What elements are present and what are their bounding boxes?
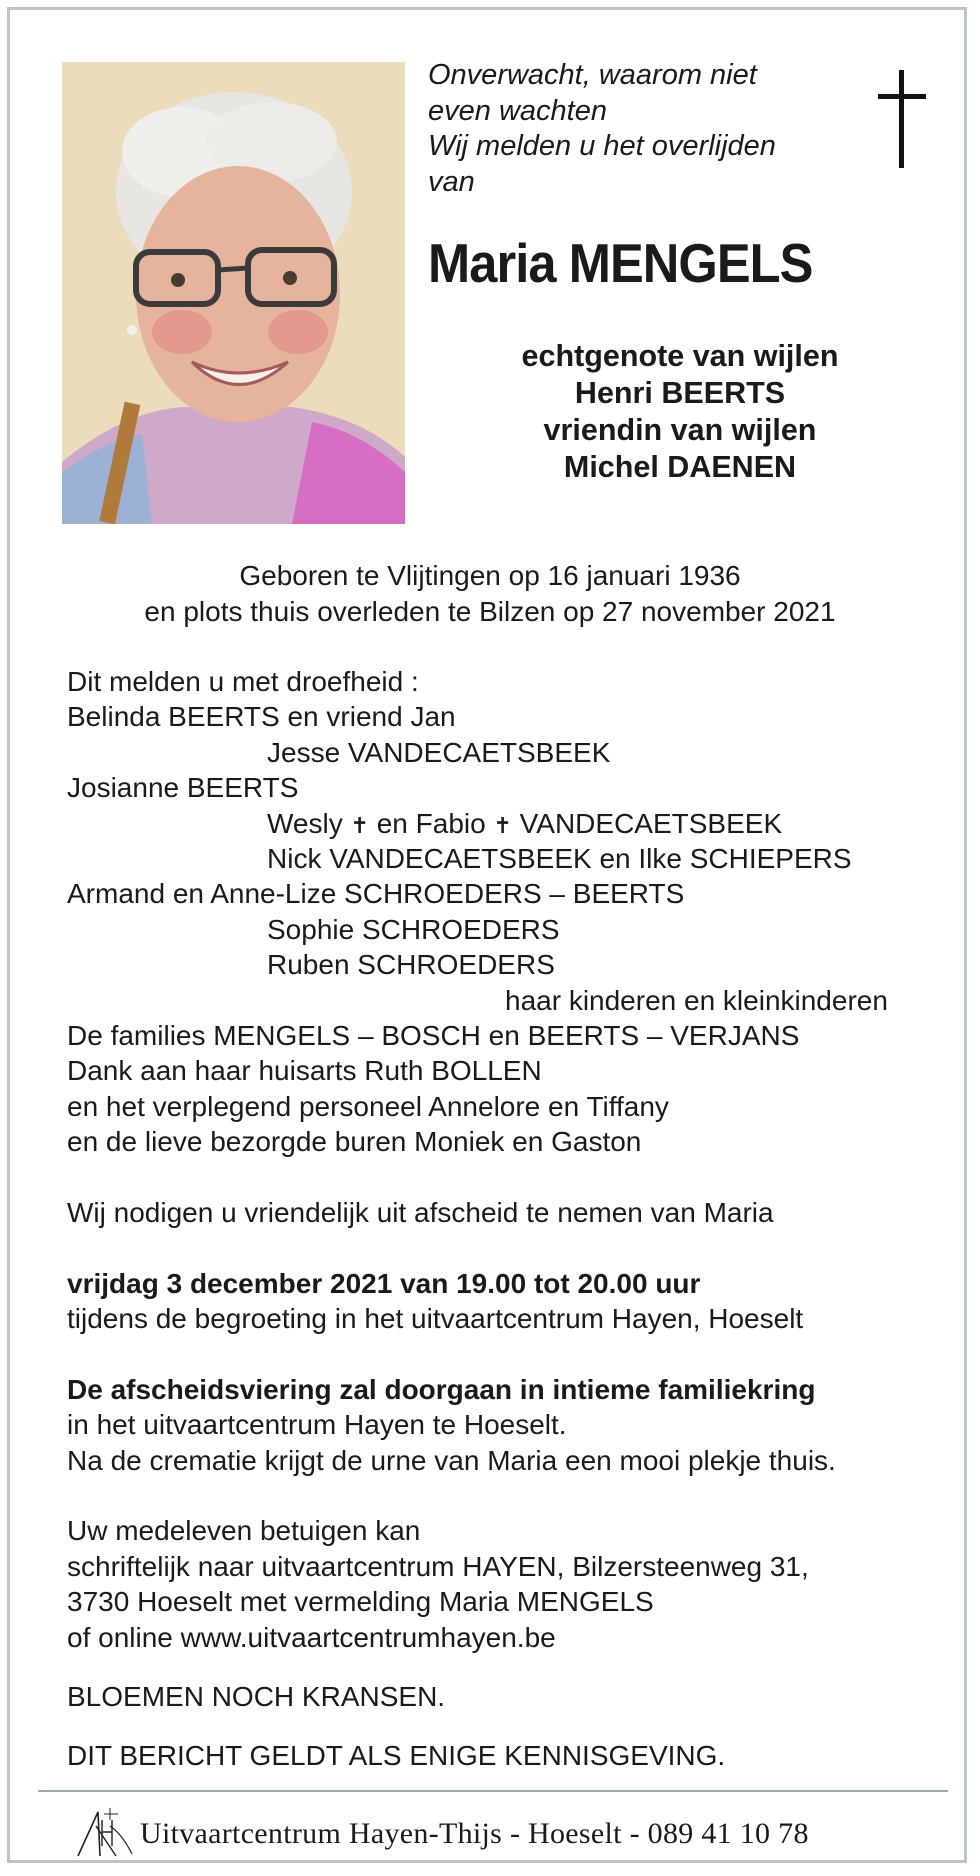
visit-time: vrijdag 3 december 2021 van 19.00 tot 20.00 uur xyxy=(67,1267,701,1299)
funeral-home-footer: Uitvaartcentrum Hayen-Thijs - Hoeselt - 089 41 10 78 xyxy=(140,1817,809,1850)
family-text: VANDECAETSBEEK xyxy=(511,807,783,839)
condolence-line: schriftelijk naar uitvaartcentrum HAYEN, Bilzersteenweg 31, xyxy=(67,1550,809,1582)
family-line: Ruben SCHROEDERS xyxy=(267,949,555,981)
family-line: Dank aan haar huisarts Ruth BOLLEN xyxy=(67,1055,542,1087)
footer-divider xyxy=(38,1790,948,1792)
family-text: en Fabio xyxy=(368,807,494,839)
intro-verse xyxy=(428,58,848,200)
intro-line: van xyxy=(428,165,475,198)
intro-line: even wachten xyxy=(428,94,607,127)
deceased-name: Maria MENGELS xyxy=(428,232,813,294)
condolence-line: 3730 Hoeselt met vermelding Maria MENGELS xyxy=(67,1586,654,1618)
family-line: en het verplegend personeel Annelore en Tiffany xyxy=(67,1090,669,1122)
family-line: Jesse VANDECAETSBEEK xyxy=(267,736,611,768)
flowers-notice: BLOEMEN NOCH KRANSEN. xyxy=(67,1680,446,1712)
family-line: Sophie SCHROEDERS xyxy=(267,913,560,945)
ceremony-line: Na de crematie krijgt de urne van Maria een mooi plekje thuis. xyxy=(67,1444,836,1476)
small-cross-icon: ✝ xyxy=(350,812,369,838)
family-line: Nick VANDECAETSBEEK en Ilke SCHIEPERS xyxy=(267,842,852,874)
visit-location: tijdens de begroeting in het uitvaartcentrum Hayen, Hoeselt xyxy=(67,1303,804,1335)
small-cross-icon: ✝ xyxy=(493,812,512,838)
death-line: en plots thuis overleden te Bilzen op 27 november 2021 xyxy=(144,595,836,627)
obituary-body xyxy=(67,664,947,1774)
intro-line: Onverwacht, waarom niet xyxy=(428,59,757,91)
condolence-line: Uw medeleven betuigen kan xyxy=(67,1515,421,1547)
family-text: Wesly xyxy=(267,807,351,839)
spouse-line: echtgenote van wijlen xyxy=(521,339,839,373)
ceremony-title: De afscheidsviering zal doorgaan in intieme familiekring xyxy=(67,1373,816,1405)
ceremony-line: in het uitvaartcentrum Hayen te Hoeselt. xyxy=(67,1409,567,1441)
birth-death-info xyxy=(10,558,970,629)
intro-line: Wij melden u het overlijden xyxy=(428,130,776,162)
family-line: en de lieve bezorgde buren Moniek en Gaston xyxy=(67,1126,642,1158)
family-line: Josianne BEERTS xyxy=(67,772,299,804)
spouse-line: vriendin van wijlen xyxy=(543,413,817,447)
family-line: Belinda BEERTS en vriend Jan xyxy=(67,701,456,733)
spouse-line: Michel DAENEN xyxy=(563,450,797,484)
latin-cross-icon xyxy=(872,70,932,170)
family-line: Dit melden u met droefheid : xyxy=(67,666,419,697)
funeral-home-logo xyxy=(76,1806,134,1858)
obituary-card xyxy=(7,7,967,1863)
spouse-info xyxy=(430,338,930,486)
spouse-line: Henri BEERTS xyxy=(574,376,786,410)
birth-line: Geboren te Vlijtingen op 16 januari 1936 xyxy=(239,560,741,591)
family-line: De families MENGELS – BOSCH en BEERTS – VERJANS xyxy=(67,1019,800,1051)
family-line xyxy=(67,806,947,841)
invitation: Wij nodigen u vriendelijk uit afscheid te nemen van Maria xyxy=(67,1196,774,1228)
portrait-photo xyxy=(62,62,405,524)
condolence-line: of online www.uitvaartcentrumhayen.be xyxy=(67,1621,556,1653)
family-line: haar kinderen en kleinkinderen xyxy=(505,984,888,1016)
sole-notice: DIT BERICHT GELDT ALS ENIGE KENNISGEVING. xyxy=(67,1740,726,1772)
family-line: Armand en Anne-Lize SCHROEDERS – BEERTS xyxy=(67,878,685,910)
